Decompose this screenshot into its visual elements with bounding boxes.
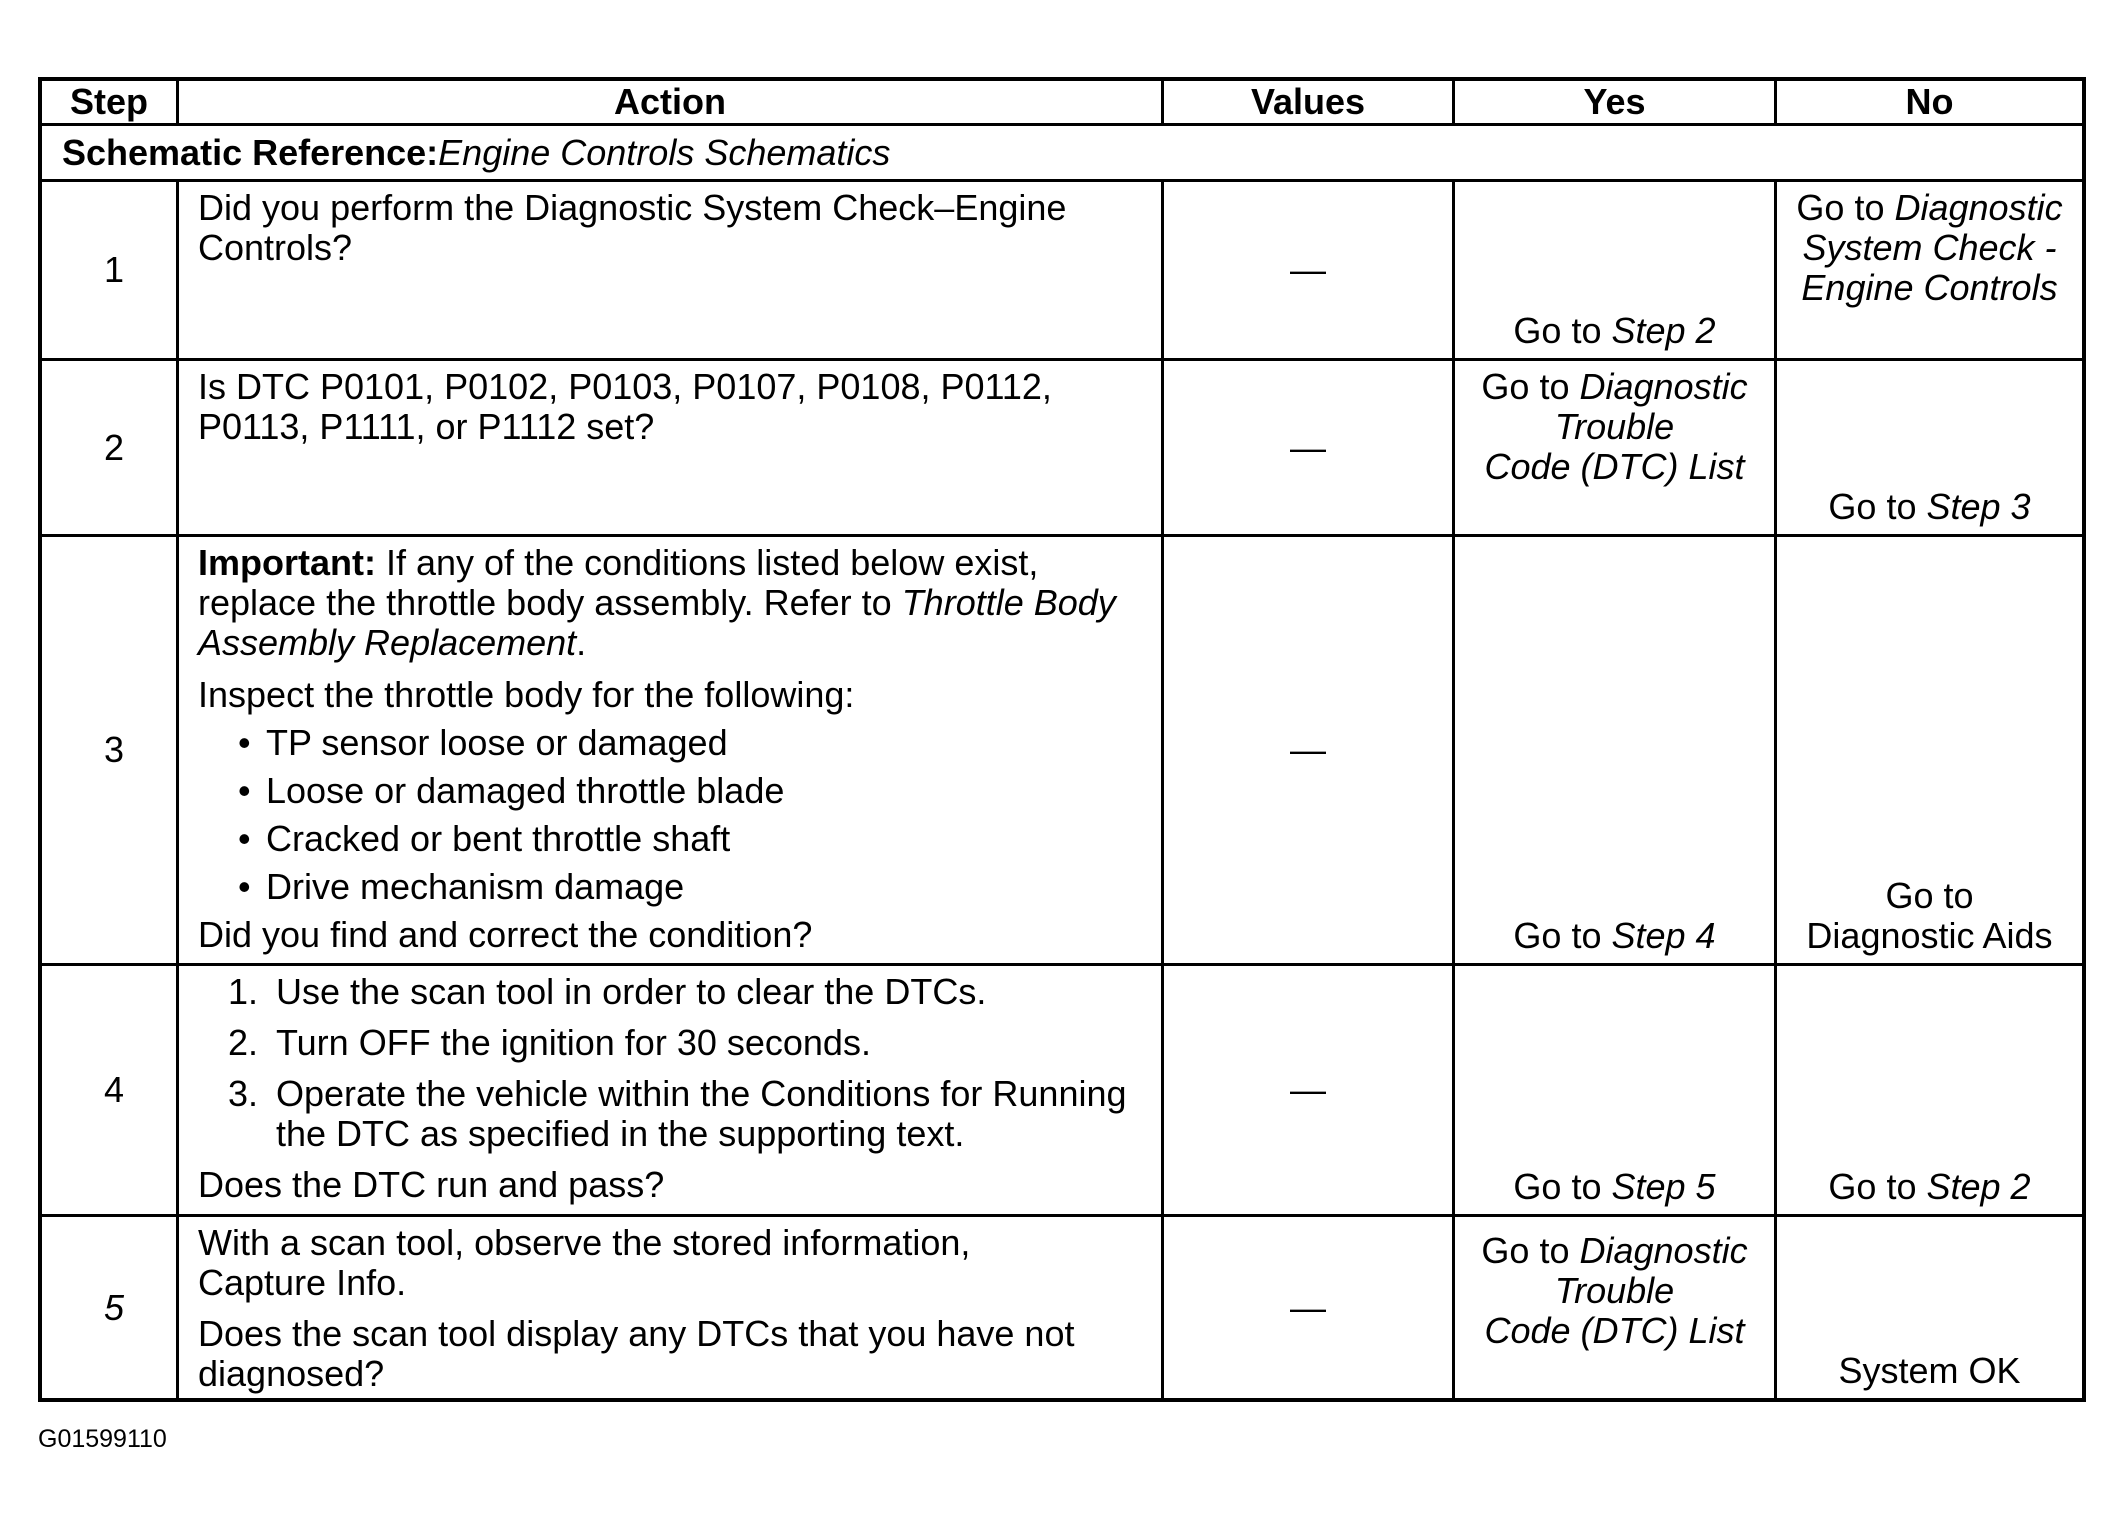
no-prefix: Go to (1828, 486, 1927, 527)
action-cell (179, 361, 1161, 534)
no-text (1781, 487, 2078, 527)
header-no: No (1777, 81, 2082, 123)
item-number: 1. (228, 971, 259, 1012)
yes-reference: Step 4 (1611, 915, 1716, 956)
no-reference: Diagnostic System Check - Engine Controls (1801, 187, 2063, 308)
no-cell (1777, 182, 2082, 358)
header-yes: Yes (1455, 81, 1774, 123)
values-cell: — (1164, 966, 1452, 1214)
important-note (198, 543, 1155, 663)
yes-text (1459, 1167, 1770, 1207)
action-cell (179, 182, 1161, 358)
step-number: 1 (42, 182, 176, 358)
no-reference: Step 3 (1926, 486, 2031, 527)
yes-text (1459, 916, 1770, 956)
yes-cell (1455, 361, 1774, 534)
diagnostic-table (38, 77, 2086, 1402)
yes-prefix: Go to (1513, 1166, 1612, 1207)
item-number: 2. (228, 1022, 259, 1063)
values-cell: — (1164, 361, 1452, 534)
header-values: Values (1164, 81, 1452, 123)
step-number: 4 (42, 966, 176, 1214)
yes-cell (1455, 537, 1774, 963)
list-item: • Loose or damaged throttle blade (198, 767, 1155, 815)
no-prefix: System OK (1838, 1350, 2021, 1391)
yes-cell (1455, 966, 1774, 1214)
numbered-item (198, 1023, 1155, 1063)
important-reference: Throttle Body Assembly Replacement (198, 582, 1116, 663)
no-prefix: Go to (1796, 187, 1895, 228)
no-reference: Step 2 (1926, 1166, 2031, 1207)
action-cell (179, 537, 1161, 963)
important-label: Important: (198, 542, 376, 583)
item-number: 3. (228, 1073, 259, 1114)
list-item: • TP sensor loose or damaged (198, 719, 1155, 767)
no-prefix: Go to Diagnostic Aids (1806, 875, 2053, 956)
action-cell (179, 1217, 1161, 1398)
yes-cell (1455, 182, 1774, 358)
action-text: Did you perform the Diagnostic System Check–Engine Controls? (198, 187, 1067, 268)
important-period: . (576, 622, 587, 663)
action-text: Is DTC P0101, P0102, P0103, P0107, P0108, P0112, P0113, P1111, or P1112 set? (198, 366, 1052, 447)
values-cell: — (1164, 1217, 1452, 1398)
list-item: • Cracked or bent throttle shaft (198, 815, 1155, 863)
yes-prefix: Go to (1481, 366, 1580, 407)
action-question: Did you find and correct the condition? (198, 914, 813, 955)
no-cell (1777, 1217, 2082, 1398)
inspect-intro: Inspect the throttle body for the following: (198, 674, 855, 715)
yes-prefix: Go to (1481, 1230, 1580, 1271)
yes-prefix: Go to (1513, 310, 1612, 351)
no-cell (1777, 537, 2082, 963)
no-text (1781, 1351, 2078, 1391)
action-question: Does the scan tool display any DTCs that you have not diagnosed? (198, 1313, 1075, 1394)
list-item: • Drive mechanism damage (198, 863, 1155, 911)
yes-reference: Step 2 (1611, 310, 1716, 351)
no-text (1781, 876, 2078, 956)
item-text: Turn OFF the ignition for 30 seconds. (276, 1022, 871, 1063)
step-number: 3 (42, 537, 176, 963)
no-text (1781, 188, 2078, 308)
schematic-reference-label: Schematic Reference: (62, 131, 439, 173)
item-text: Use the scan tool in order to clear the DTCs. (276, 971, 987, 1012)
yes-reference: Diagnostic Trouble Code (DTC) List (1484, 366, 1748, 487)
step-number: 5 (42, 1217, 176, 1398)
no-prefix: Go to (1828, 1166, 1927, 1207)
header-action: Action (179, 81, 1161, 123)
schematic-reference-row (42, 126, 2082, 179)
yes-text (1459, 1231, 1770, 1351)
yes-reference: Step 5 (1611, 1166, 1716, 1207)
no-cell (1777, 361, 2082, 534)
no-text (1781, 1167, 2078, 1207)
yes-reference: Diagnostic Trouble Code (DTC) List (1484, 1230, 1748, 1351)
schematic-reference-value: Engine Controls Schematics (438, 131, 891, 173)
values-cell: — (1164, 537, 1452, 963)
values-cell: — (1164, 182, 1452, 358)
figure-id: G01599110 (38, 1425, 167, 1453)
numbered-item (198, 972, 1155, 1012)
no-cell (1777, 966, 2082, 1214)
yes-cell (1455, 1217, 1774, 1398)
numbered-item (198, 1074, 1155, 1154)
yes-text (1459, 311, 1770, 351)
yes-prefix: Go to (1513, 915, 1612, 956)
item-text: Operate the vehicle within the Conditions for Running the DTC as specified in the supporting text. (276, 1073, 1127, 1154)
yes-text (1459, 367, 1770, 487)
action-question: Does the DTC run and pass? (198, 1164, 665, 1205)
header-step: Step (42, 81, 176, 123)
step-number: 2 (42, 361, 176, 534)
important-text: If any of the conditions listed below exist, replace the throttle body assembly. Refer to (198, 542, 1039, 623)
action-cell (179, 966, 1161, 1214)
action-text: With a scan tool, observe the stored information, Capture Info. (198, 1222, 971, 1303)
